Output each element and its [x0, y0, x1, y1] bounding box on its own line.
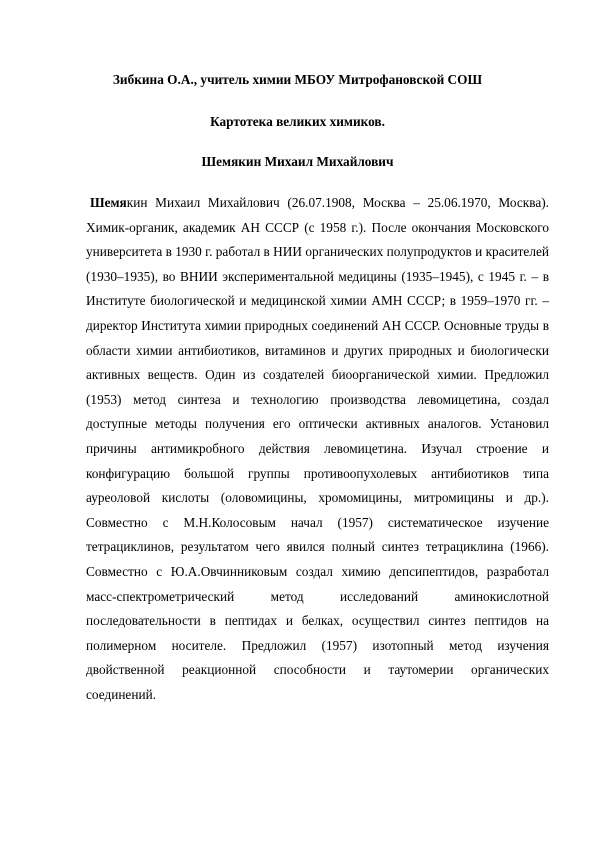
biography-text: (26.07.1908, Москва – 25.06.1970, Москва). Химик-органик, академик АН СССР (с 1958 г.). После окончания Московского университета в 1930 г. работал в НИИ органических полупродуктов и красителей (1930–1935), во ВНИИ экспериментальной медицины (1935–1945), с 1945 г. – в Институте биологической и медицинской химии АМН СССР; в 1959–1970 гг. – директор Института химии природных соединений АН СССР. Основные труды в области химии антибиотиков, витаминов и других природных и биологически активных веществ. Один из создателей биоорганической химии. Предложил (1953) метод синтеза и технологию производства левомицетина, создал доступные методы получения его оптически активных аналогов. Установил причины антимикробного действия левомицетина. Изучал строение и конфигурацию большой группы противоопухолевых антибиотиков типа ауреоловой кислоты (оловомицины, хромомицины, митромицины и др.). Совместно с М.Н.Колосовым начал (1957) систематическое изучение тетрациклинов, результатом чего явился полный синтез тетрациклина (1966). Совместно с Ю.А.Овчинниковым создал химию депсипептидов, разработал масс-спектрометрический метод исследований аминокислотной последовательности в пептидах и белках, осуществил синтез пептидов на полимерном носителе. Предложил (1957) изотопный метод изучения двойственной реакционной способности и таутомерии органических соединений. — [86, 195, 550, 702]
person-title: Шемякин Михаил Михайлович — [201, 154, 394, 169]
biography-paragraph — [86, 191, 549, 707]
biography-name-prefix: Шемя — [90, 195, 127, 210]
series-title: Картотека великих химиков. — [210, 114, 385, 129]
biography-name-rest: кин Михаил Михайлович — [126, 195, 280, 210]
author-line: Зибкина О.А., учитель химии МБОУ Митрофановской СОШ — [112, 72, 483, 87]
